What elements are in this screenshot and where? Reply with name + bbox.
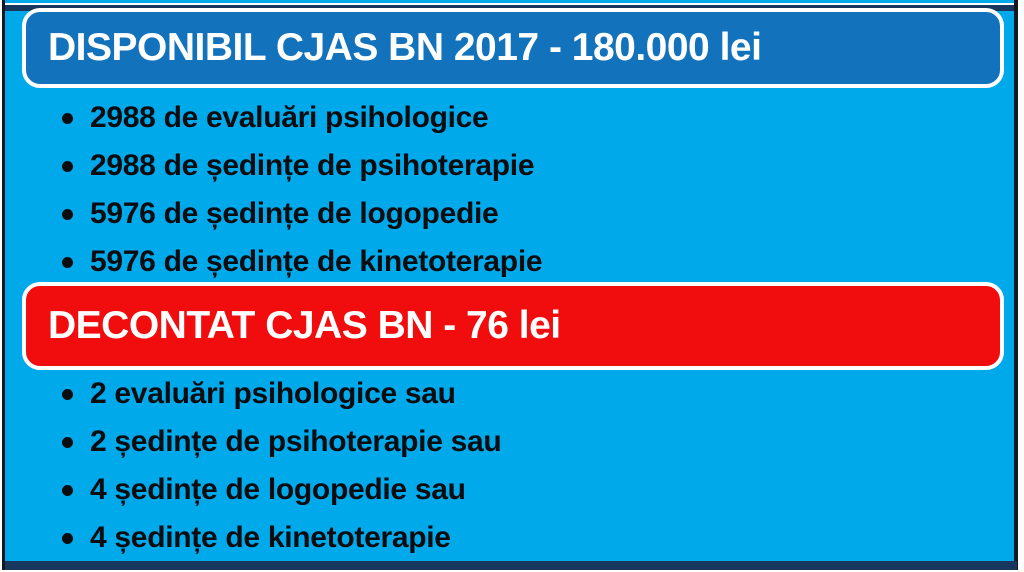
list-item-label: 2 ședințe de psihoterapie sau [90, 425, 502, 458]
banner-disponibil-title: DISPONIBIL CJAS BN 2017 - 180.000 lei [48, 26, 762, 69]
bullet-icon [62, 437, 73, 448]
list-item-label: 5976 de ședințe de kinetoterapie [90, 245, 543, 278]
list-item [0, 514, 1000, 562]
list-item [0, 238, 1000, 286]
list-item [0, 370, 1000, 418]
bullet-icon [62, 485, 73, 496]
list-item [0, 190, 1000, 238]
banner-decontat-title: DECONTAT CJAS BN - 76 lei [48, 304, 561, 347]
list-item-label: 4 ședințe de logopedie sau [90, 473, 466, 506]
bullet-icon [62, 209, 73, 220]
list-item-label: 2 evaluări psihologice sau [90, 377, 456, 410]
list-item-label: 2988 de evaluări psihologice [90, 101, 489, 134]
banner-decontat [22, 282, 1004, 370]
disponibil-list [0, 94, 1000, 286]
bullet-icon [62, 161, 73, 172]
list-item [0, 418, 1000, 466]
decontat-list [0, 370, 1000, 562]
bullet-icon [62, 113, 73, 124]
bottom-navy-bar [5, 561, 1017, 570]
list-item-label: 5976 de ședințe de logopedie [90, 197, 499, 230]
banner-disponibil [22, 8, 1004, 88]
list-item [0, 94, 1000, 142]
bullet-icon [62, 533, 73, 544]
right-white-line [1018, 0, 1024, 572]
bullet-icon [62, 257, 73, 268]
list-item [0, 142, 1000, 190]
bullet-icon [62, 389, 73, 400]
list-item [0, 466, 1000, 514]
list-item-label: 2988 de ședințe de psihoterapie [90, 149, 535, 182]
list-item-label: 4 ședințe de kinetoterapie [90, 521, 451, 554]
